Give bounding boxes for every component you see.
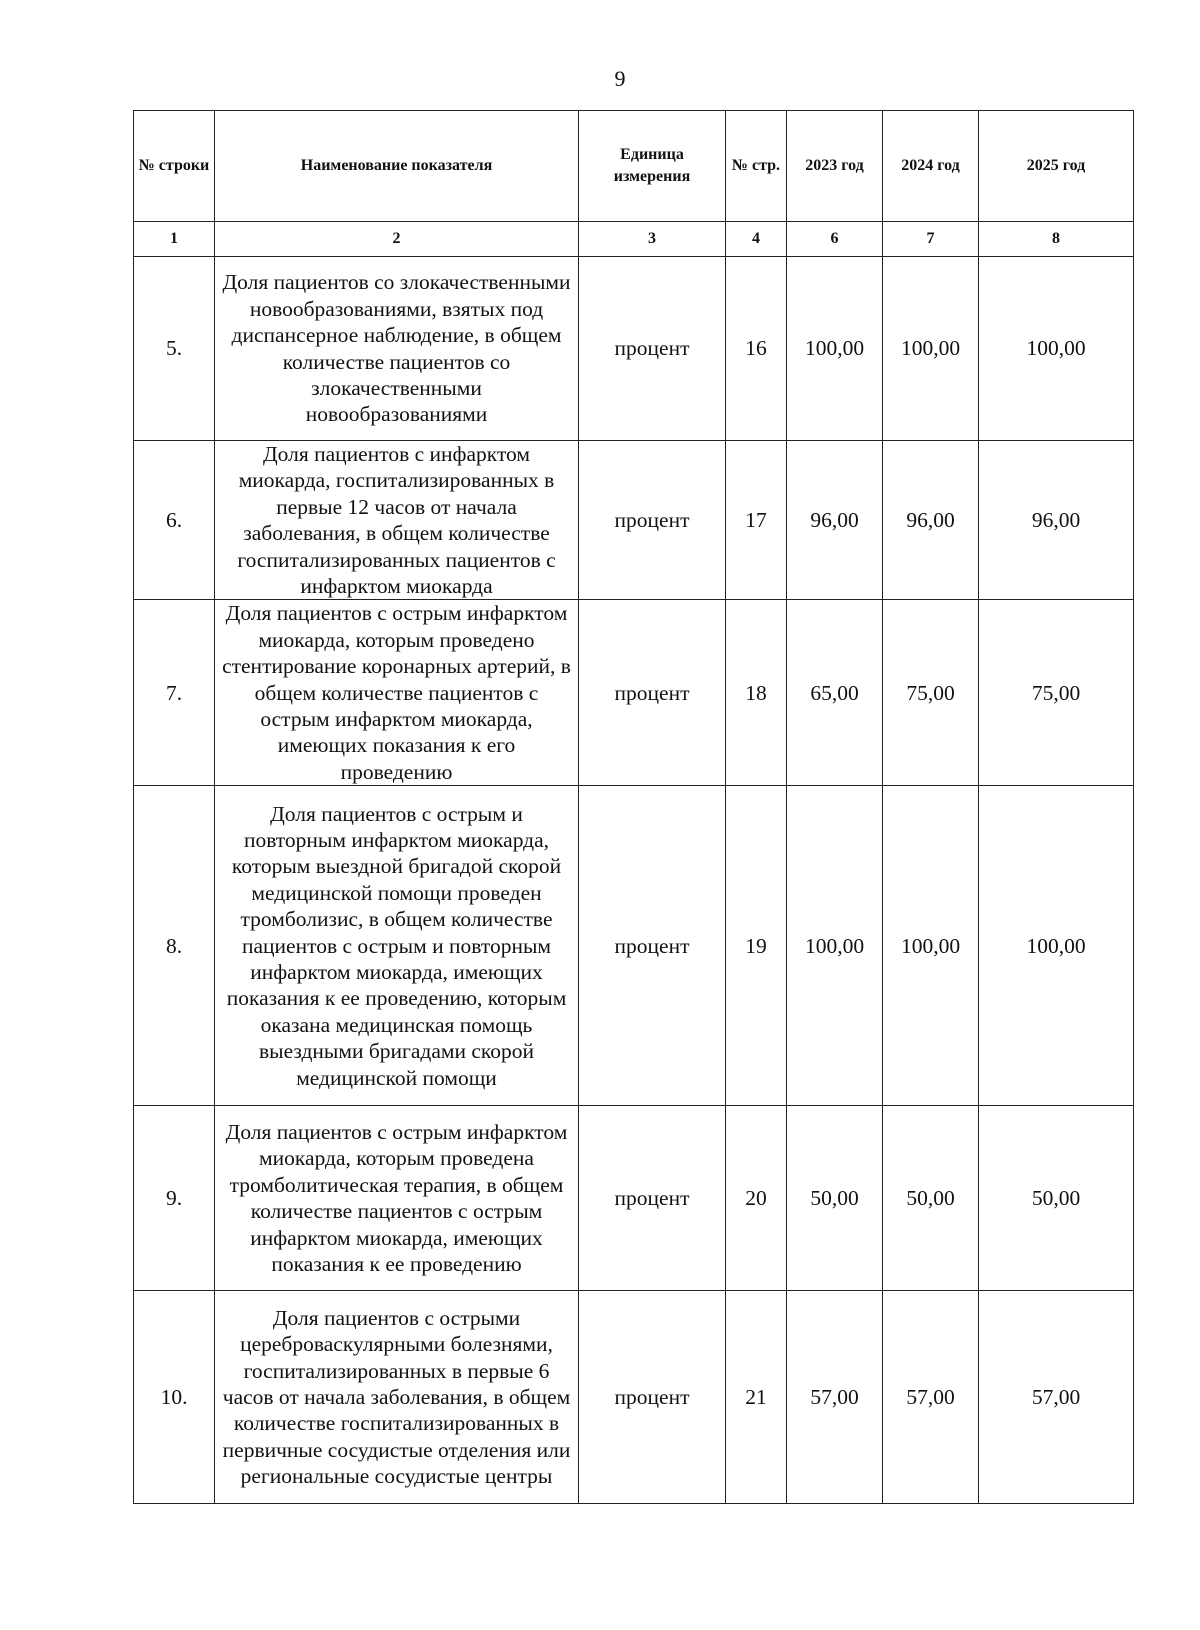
indicator-name: Доля пациентов с инфарктом миокарда, госпитализированных в первые 12 часов от начала заболевания, в общем количестве госпитализированных пациентов с инфарктом миокарда [215, 441, 579, 600]
value-2024: 100,00 [883, 257, 979, 441]
indicator-name: Доля пациентов с острым инфарктом миокарда, которым проведена тромболитическая терапия, в общем количестве пациентов с острым инфарктом миокарда, имеющих показания к ее проведению [215, 1106, 579, 1291]
page-cell: 18 [726, 600, 787, 786]
unit-cell: процент [579, 1106, 726, 1291]
page-cell: 16 [726, 257, 787, 441]
value-2023: 65,00 [787, 600, 883, 786]
table-row [134, 1291, 1134, 1504]
table-row [134, 600, 1134, 786]
value-2023: 50,00 [787, 1106, 883, 1291]
page-cell: 17 [726, 441, 787, 600]
value-2025: 75,00 [979, 600, 1134, 786]
indicators-table [133, 110, 1134, 1504]
value-2023: 57,00 [787, 1291, 883, 1504]
column-numbers-row [134, 222, 1134, 257]
row-number: 5. [134, 257, 215, 441]
value-2024: 57,00 [883, 1291, 979, 1504]
column-number: 1 [134, 222, 215, 257]
unit-cell: процент [579, 600, 726, 786]
column-number: 4 [726, 222, 787, 257]
column-number: 6 [787, 222, 883, 257]
column-number: 7 [883, 222, 979, 257]
header-row-number: № строки [134, 111, 215, 222]
table-row [134, 1106, 1134, 1291]
header-indicator-name: Наименование показателя [215, 111, 579, 222]
header-unit: Единица измерения [579, 111, 726, 222]
value-2025: 50,00 [979, 1106, 1134, 1291]
page-cell: 19 [726, 786, 787, 1106]
row-number: 6. [134, 441, 215, 600]
value-2025: 100,00 [979, 786, 1134, 1106]
value-2023: 96,00 [787, 441, 883, 600]
header-2025: 2025 год [979, 111, 1134, 222]
value-2025: 57,00 [979, 1291, 1134, 1504]
table-row [134, 786, 1134, 1106]
indicator-name: Доля пациентов с острым и повторным инфарктом миокарда, которым выездной бригадой скорой медицинской помощи проведен тромболизис, в общем количестве пациентов с острым и повторным инфарктом миокарда, имеющих показания к ее проведению, которым оказана медицинская помощь выездными бригадами скорой медицинской помощи [215, 786, 579, 1106]
column-number: 2 [215, 222, 579, 257]
indicator-name: Доля пациентов с острыми цереброваскулярными болезнями, госпитализированных в первые 6 часов от начала заболевания, в общем количестве госпитализированных в первичные сосудистые отделения или региональные сосудистые центры [215, 1291, 579, 1504]
indicator-name: Доля пациентов со злокачественными новообразованиями, взятых под диспансерное наблюдение, в общем количестве пациентов со злокачественными новообразованиями [215, 257, 579, 441]
value-2023: 100,00 [787, 786, 883, 1106]
column-number: 8 [979, 222, 1134, 257]
header-page: № стр. [726, 111, 787, 222]
header-2023: 2023 год [787, 111, 883, 222]
value-2023: 100,00 [787, 257, 883, 441]
value-2025: 96,00 [979, 441, 1134, 600]
header-row [134, 111, 1134, 222]
indicator-name: Доля пациентов с острым инфарктом миокарда, которым проведено стентирование коронарных артерий, в общем количестве пациентов с острым инфарктом миокарда, имеющих показания к его проведению [215, 600, 579, 786]
page-cell: 20 [726, 1106, 787, 1291]
unit-cell: процент [579, 1291, 726, 1504]
page-number: 9 [614, 66, 626, 91]
row-number: 8. [134, 786, 215, 1106]
row-number: 9. [134, 1106, 215, 1291]
unit-cell: процент [579, 786, 726, 1106]
value-2024: 50,00 [883, 1106, 979, 1291]
table-row [134, 257, 1134, 441]
value-2024: 100,00 [883, 786, 979, 1106]
column-number: 3 [579, 222, 726, 257]
value-2024: 96,00 [883, 441, 979, 600]
unit-cell: процент [579, 441, 726, 600]
unit-cell: процент [579, 257, 726, 441]
row-number: 10. [134, 1291, 215, 1504]
row-number: 7. [134, 600, 215, 786]
table-row [134, 441, 1134, 600]
value-2024: 75,00 [883, 600, 979, 786]
value-2025: 100,00 [979, 257, 1134, 441]
header-2024: 2024 год [883, 111, 979, 222]
page-cell: 21 [726, 1291, 787, 1504]
